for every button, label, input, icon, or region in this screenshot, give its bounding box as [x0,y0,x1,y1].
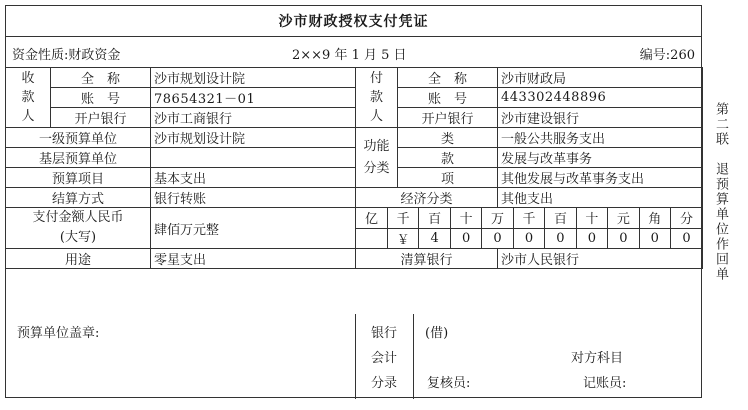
bookkeeper-label: 记账员: [583,376,627,391]
payee-account: 78654321－01 [151,88,356,108]
settle-method-label: 结算方式 [6,188,151,208]
clear-bank-label: 清算银行 [356,249,498,269]
amount-digit: 0 [482,228,513,248]
settle-method: 银行转账 [151,188,356,208]
bank-acct-label-2: 会计 [371,351,398,366]
amount-unit: 百 [419,208,450,228]
payer-bank: 沙市建设银行 [498,108,703,128]
amount-unit: 千 [387,208,418,228]
copy-note: 第二联 退预算单位作回单 [713,102,728,282]
bank-acct-label-1: 银行 [371,326,398,341]
amount-digit: 0 [639,228,670,248]
voucher-date: 2××9 年 1 月 5 日 [292,48,407,63]
function-section: 发展与改革事务 [498,148,703,168]
payee-label: 收 款 人 [6,68,51,128]
amount-digit: 0 [450,228,481,248]
function-section-label: 款 [398,148,498,168]
payer-account-label: 账 号 [398,88,498,108]
amount-digit: 0 [576,228,607,248]
payer-account: 443302448896 [498,88,703,108]
voucher-title: 沙市财政授权支付凭证 [6,6,701,37]
amount-digit: 0 [671,228,702,248]
bank-acct-label-3: 分录 [371,376,398,391]
budget-item: 基本支出 [151,168,356,188]
amount-digit: 4 [419,228,450,248]
amount-digit: 0 [513,228,544,248]
reviewer-label: 复核员: [427,376,471,391]
amount-unit: 十 [576,208,607,228]
payee-account-label: 账 号 [51,88,151,108]
function-entry-label: 项 [398,168,498,188]
amount-digit: ￥ [387,228,418,248]
basic-budget-label: 基层预算单位 [6,148,151,168]
budget-item-label: 预算项目 [6,168,151,188]
amount-digit: 0 [608,228,639,248]
meta-row [6,37,701,68]
amount-digit-table [356,208,702,248]
payee-bank-label: 开户银行 [51,108,151,128]
payer-bank-label: 开户银行 [398,108,498,128]
function-entry: 其他发展与改革事务支出 [498,168,703,188]
amount-unit: 分 [671,208,702,228]
amount-unit: 角 [639,208,670,228]
footer-section [5,314,702,399]
level1-budget: 沙市规划设计院 [151,128,356,148]
function-class: 一般公共服务支出 [498,128,703,148]
basic-budget [151,148,356,168]
payee-name: 沙市规划设计院 [151,68,356,88]
amount-digit: 0 [545,228,576,248]
payee-name-label: 全 称 [51,68,151,88]
purpose-label: 用途 [6,249,151,269]
amount-unit: 十 [450,208,481,228]
amount-words: 肆佰万元整 [151,208,356,249]
function-class-label: 功能 分类 [356,128,398,188]
purpose: 零星支出 [151,249,356,269]
amount-unit: 万 [482,208,513,228]
voucher-number: 编号:260 [639,48,695,63]
debit-label: (借) [425,326,449,341]
clear-bank: 沙市人民银行 [498,249,703,269]
amount-unit: 千 [513,208,544,228]
amount-unit: 百 [545,208,576,228]
counter-account-label: 对方科目 [571,351,624,366]
amount-label: 支付金额人民币 (大写) [6,208,151,249]
voucher-grid [5,67,703,269]
economic-class-label: 经济分类 [356,188,498,208]
payment-voucher [5,5,702,398]
economic-class: 其他支出 [498,188,703,208]
payer-label: 付 款 人 [356,68,398,128]
level1-budget-label: 一级预算单位 [6,128,151,148]
amount-digits-cell [356,208,703,249]
function-class-sub-label: 类 [398,128,498,148]
amount-unit: 亿 [356,208,387,228]
amount-unit: 元 [608,208,639,228]
amount-digit [356,228,387,248]
payer-name: 沙市财政局 [498,68,703,88]
payee-bank: 沙市工商银行 [151,108,356,128]
payer-name-label: 全 称 [398,68,498,88]
fund-nature: 资金性质:财政资金 [12,48,121,63]
stamp-label: 预算单位盖章: [17,326,100,341]
